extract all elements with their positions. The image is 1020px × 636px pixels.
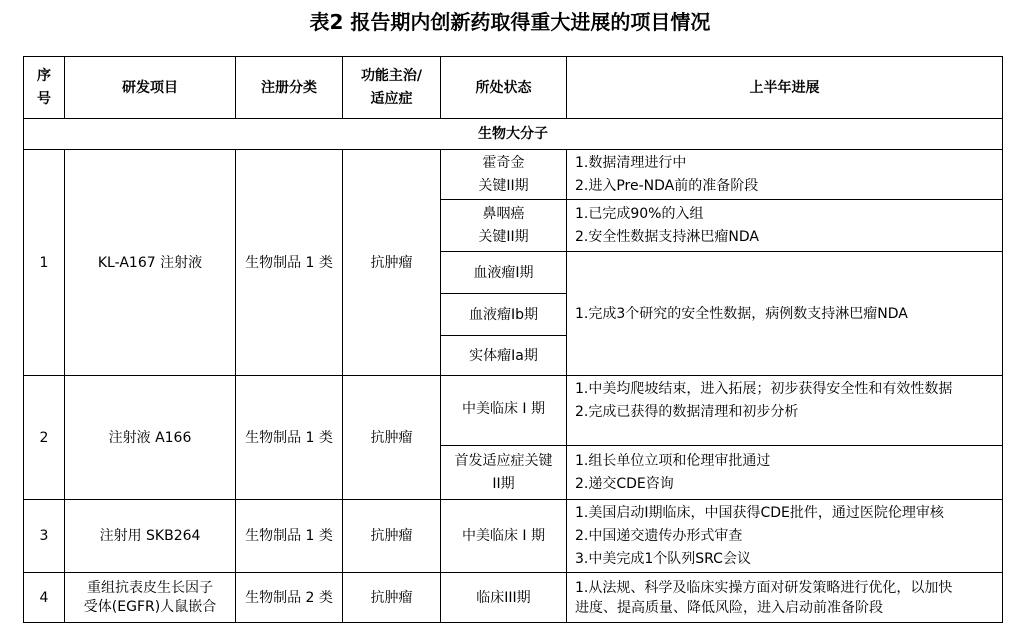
stage-status: 临床III期 — [441, 573, 567, 623]
section-row — [24, 119, 1003, 150]
project-category: 生物制品 1 类 — [236, 376, 343, 500]
stage-status: 血液瘤Ib期 — [441, 294, 567, 336]
project-name: 重组抗表皮生长因子 受体(EGFR)人鼠嵌合 — [65, 573, 236, 623]
table-row — [24, 500, 1003, 573]
project-category: 生物制品 1 类 — [236, 150, 343, 376]
stage-status: 霍奇金 关键II期 — [441, 150, 567, 200]
stage-status: 血液瘤I期 — [441, 252, 567, 294]
table-row — [24, 376, 1003, 446]
stage-progress: 1.完成3个研究的安全性数据，病例数支持淋巴瘤NDA — [567, 252, 1003, 376]
stage-progress: 1.数据清理进行中 2.进入Pre-NDA前的准备阶段 — [567, 150, 1003, 200]
projects-table — [23, 56, 1003, 623]
stage-progress: 1.美国启动I期临床，中国获得CDE批件，通过医院伦理审核 2.中国递交遗传办形式审查 3.中美完成1个队列SRC会议 — [567, 500, 1003, 573]
stage-status: 鼻咽癌 关键II期 — [441, 200, 567, 252]
stage-status: 中美临床 I 期 — [441, 376, 567, 446]
project-seq: 3 — [24, 500, 65, 573]
project-seq: 4 — [24, 573, 65, 623]
stage-status: 中美临床 I 期 — [441, 500, 567, 573]
stage-status: 首发适应症关键 II期 — [441, 446, 567, 500]
table-title: 表2 报告期内创新药取得重大进展的项目情况 — [309, 10, 711, 34]
stage-progress: 1.已完成90%的入组 2.安全性数据支持淋巴瘤NDA — [567, 200, 1003, 252]
header-indication: 功能主治/ 适应症 — [343, 57, 441, 119]
header-seq: 序 号 — [24, 57, 65, 119]
project-indication: 抗肿瘤 — [343, 500, 441, 573]
project-name: 注射液 A166 — [65, 376, 236, 500]
project-category: 生物制品 1 类 — [236, 500, 343, 573]
project-name: KL-A167 注射液 — [65, 150, 236, 376]
section-title: 生物大分子 — [24, 119, 1003, 150]
table-row — [24, 573, 1003, 623]
project-seq: 2 — [24, 376, 65, 500]
project-seq: 1 — [24, 150, 65, 376]
stage-progress: 1.组长单位立项和伦理审批通过 2.递交CDE咨询 — [567, 446, 1003, 500]
project-indication: 抗肿瘤 — [343, 573, 441, 623]
stage-progress: 1.从法规、科学及临床实操方面对研发策略进行优化，以加快 进度、提高质量、降低风险，进入启动前准备阶段 — [567, 573, 1003, 623]
header-row — [24, 57, 1003, 119]
header-category: 注册分类 — [236, 57, 343, 119]
table-row — [24, 150, 1003, 200]
project-name: 注射用 SKB264 — [65, 500, 236, 573]
project-indication: 抗肿瘤 — [343, 150, 441, 376]
header-progress: 上半年进展 — [567, 57, 1003, 119]
project-indication: 抗肿瘤 — [343, 376, 441, 500]
header-project: 研发项目 — [65, 57, 236, 119]
header-status: 所处状态 — [441, 57, 567, 119]
stage-status: 实体瘤Ia期 — [441, 336, 567, 376]
project-category: 生物制品 2 类 — [236, 573, 343, 623]
stage-progress: 1.中美均爬坡结束，进入拓展；初步获得安全性和有效性数据 2.完成已获得的数据清理和初步分析 — [567, 376, 1003, 446]
